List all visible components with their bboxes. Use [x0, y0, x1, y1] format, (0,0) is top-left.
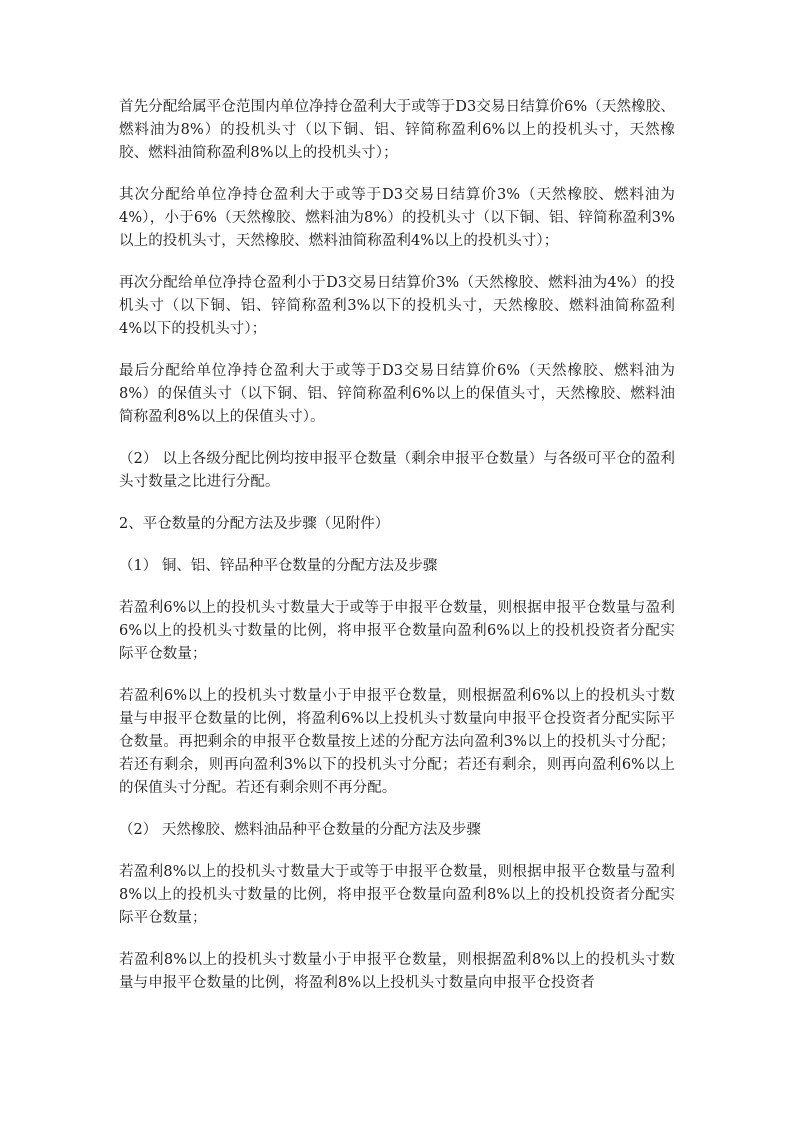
paragraph-copper-case-1: 若盈利6%以上的投机头寸数量大于或等于申报平仓数量，则根据申报平仓数量与盈利6%以上的投机头寸数量的比例，将申报平仓数量向盈利6%以上的投机投资者分配实际平仓数量； — [119, 600, 675, 662]
paragraph-allocation-third: 再次分配给单位净持仓盈利小于D3交易日结算价3%（天然橡胶、燃料油为4%）的投机头寸（以下铜、铝、锌简称盈利3%以下的投机头寸，天然橡胶、燃料油简称盈利4%以下的投机头寸）； — [119, 275, 675, 337]
paragraph-allocation-second: 其次分配给单位净持仓盈利大于或等于D3交易日结算价3%（天然橡胶、燃料油为4%），小于6%（天然橡胶、燃料油为8%）的投机头寸（以下铜、铝、锌简称盈利3%以上的投机头寸，天然橡胶、燃料油简称盈利4%以上的投机头寸）； — [119, 187, 675, 249]
paragraph-rubber-case-1: 若盈利8%以上的投机头寸数量大于或等于申报平仓数量，则根据申报平仓数量与盈利8%以上的投机头寸数量的比例，将申报平仓数量向盈利8%以上的投机投资者分配实际平仓数量； — [119, 864, 675, 926]
section-heading-method: 2、平仓数量的分配方法及步骤（见附件） — [119, 516, 390, 532]
paragraph-rubber-case-2: 若盈利8%以上的投机头寸数量小于申报平仓数量，则根据盈利8%以上的投机头寸数量与申报平仓数量的比例，将盈利8%以上投机头寸数量向申报平仓投资者 — [119, 952, 675, 991]
paragraph-allocation-first: 首先分配给属平仓范围内单位净持仓盈利大于或等于D3交易日结算价6%（天然橡胶、燃料油为8%）的投机头寸（以下铜、铝、锌简称盈利6%以上的投机头寸，天然橡胶、燃料油简称盈利8%以上的投机头寸）； — [119, 99, 675, 161]
subsection-heading-copper: （1） 铜、铝、锌品种平仓数量的分配方法及步骤 — [119, 558, 438, 574]
paragraph-copper-case-2: 若盈利6%以上的投机头寸数量小于申报平仓数量，则根据盈利6%以上的投机头寸数量与申报平仓数量的比例，将盈利6%以上投机头寸数量向申报平仓投资者分配实际平仓数量。再把剩余的申报平仓数量按上述的分配方法向盈利3%以上的投机头寸分配；若还有剩余，则再向盈利3%以下的投机头寸分配；若还有剩余，则再向盈利6%以上的保值头寸分配。若还有剩余则不再分配。 — [119, 688, 675, 796]
document-page — [119, 96, 675, 1014]
paragraph-allocation-ratio: （2） 以上各级分配比例均按申报平仓数量（剩余申报平仓数量）与各级可平仓的盈利头寸数量之比进行分配。 — [119, 451, 675, 490]
subsection-heading-rubber: （2） 天然橡胶、燃料油品种平仓数量的分配方法及步骤 — [119, 822, 481, 838]
paragraph-allocation-last: 最后分配给单位净持仓盈利大于或等于D3交易日结算价6%（天然橡胶、燃料油为8%）的保值头寸（以下铜、铝、锌简称盈利6%以上的保值头寸，天然橡胶、燃料油简称盈利8%以上的保值头寸）。 — [119, 363, 675, 425]
